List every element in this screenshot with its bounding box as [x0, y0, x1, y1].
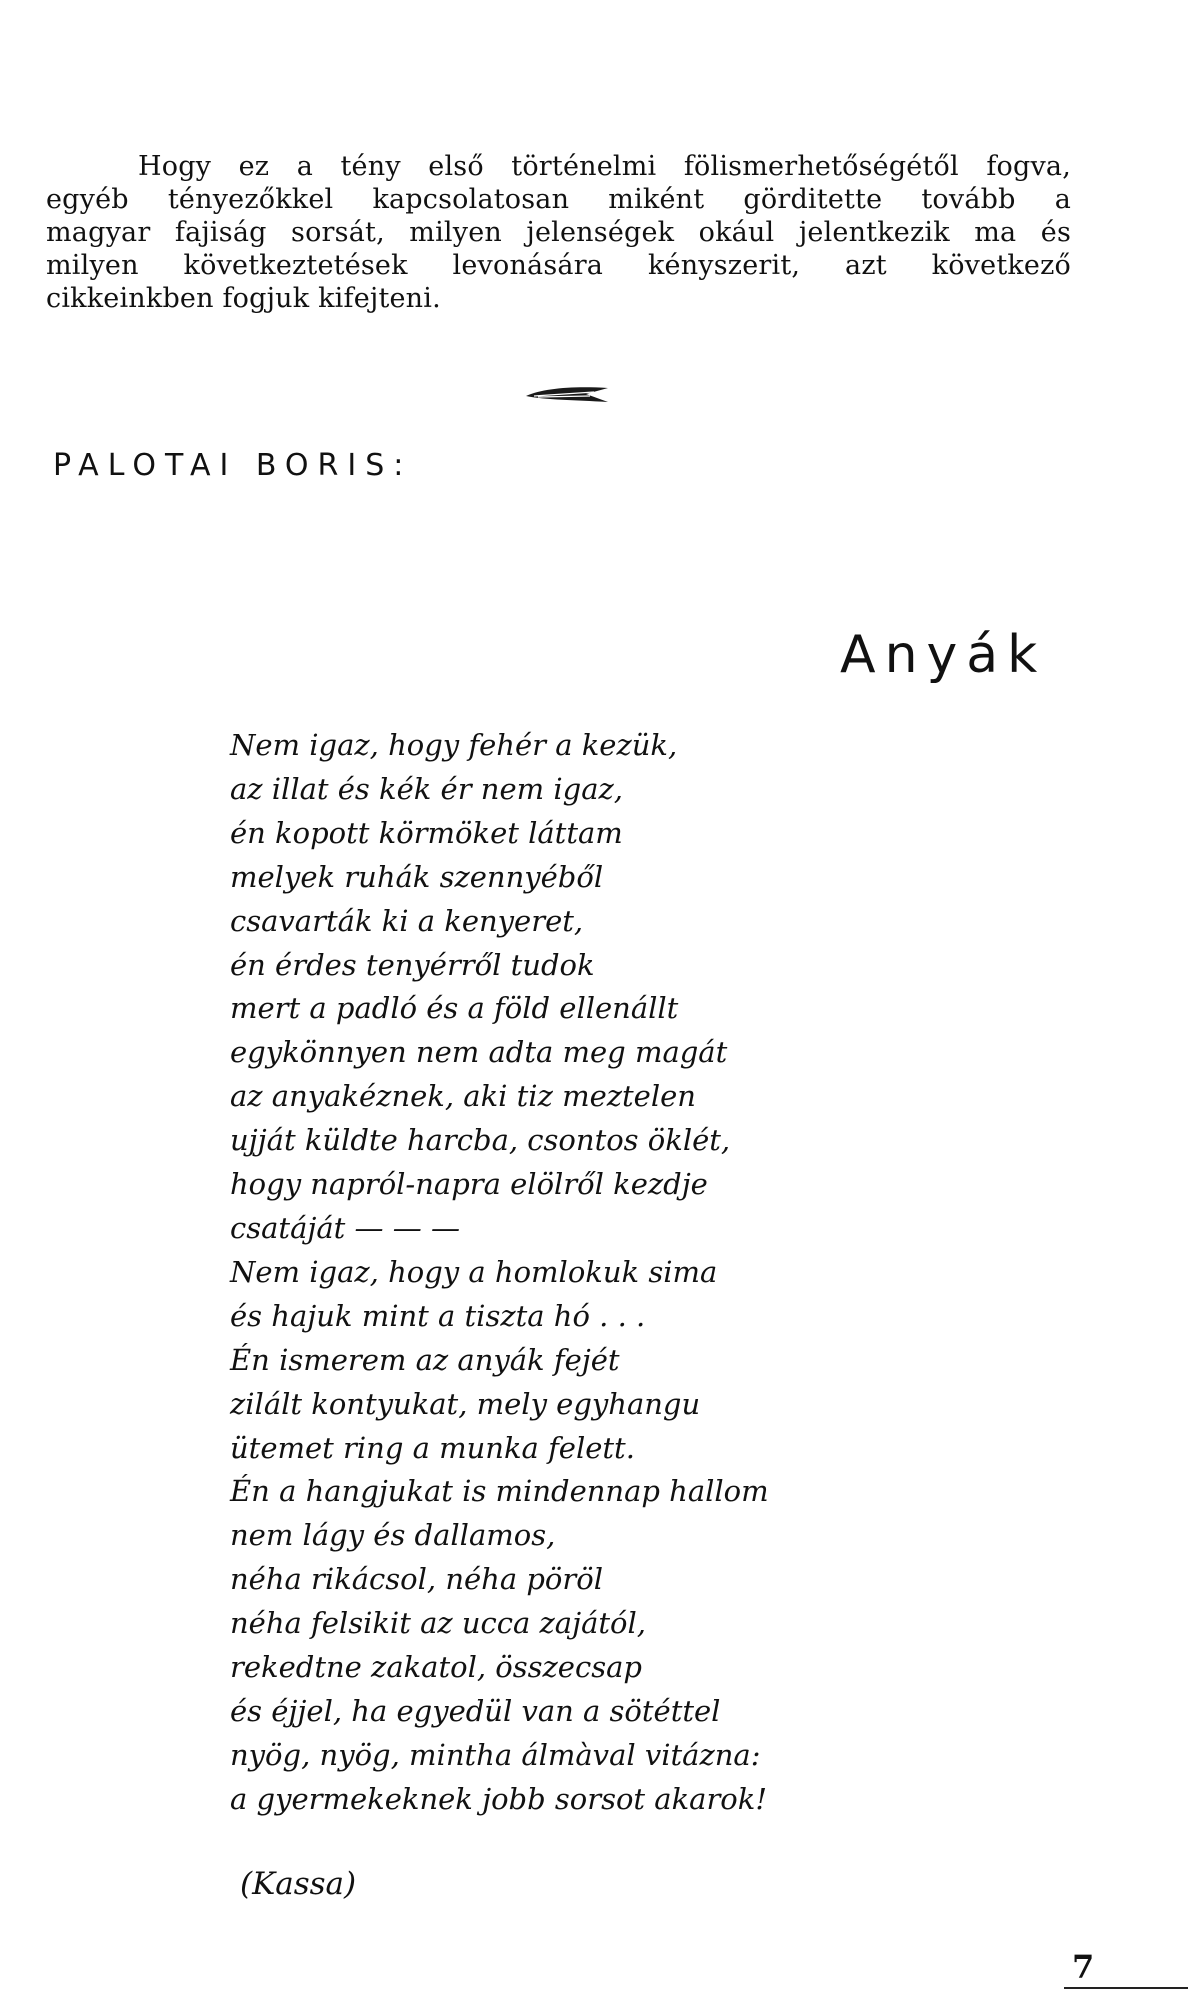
poem-verse: melyek ruhák szennyéből: [230, 859, 604, 894]
poem-verse: nyög, nyög, mintha álmàval vitázna:: [230, 1737, 761, 1772]
poem-verse: rekedtne zakatol, összecsap: [230, 1650, 642, 1685]
prose-paragraph: [46, 150, 1071, 315]
author-name: PALOTAI BORIS:: [53, 448, 413, 483]
poem-verse: Én ismerem az anyák fejét: [230, 1342, 620, 1377]
poem-verse: hogy napról-napra elölről kezdje: [230, 1167, 708, 1202]
poem-body: [230, 724, 850, 1822]
prose-line: egyéb tényezőkkel kapcsolatosan miként görditette tovább a: [46, 184, 1071, 215]
poem-verse: Nem igaz, hogy fehér a kezük,: [230, 728, 678, 762]
poem-verse: ujját küldte harcba, csontos öklét,: [230, 1123, 731, 1158]
poem-verse: csatáját — — —: [230, 1210, 460, 1245]
prose-line: milyen következtetések levonására kényszerit, azt következő: [46, 250, 1071, 281]
prose-line: magyar fajiság sorsát, milyen jelenségek okául jelentkezik ma és: [46, 217, 1071, 248]
poem-verse: néha rikácsol, néha pöröl: [230, 1562, 603, 1597]
poem-verse: én érdes tenyérről tudok: [230, 947, 595, 982]
poem-verse: a gyermekeknek jobb sorsot akarok!: [230, 1781, 767, 1816]
prose-line: Hogy ez a tény első történelmi fölismerhetőségétől fogva,: [138, 151, 1071, 182]
poem-verse: csavarták ki a kenyeret,: [230, 903, 584, 938]
prose-line: cikkeinkben fogjuk kifejteni.: [46, 283, 441, 314]
quill-ornament-icon: [524, 384, 610, 404]
poem-title: Anyák: [840, 625, 1047, 685]
page-number-rule: [1064, 1987, 1188, 1989]
poem-verse: ütemet ring a munka felett.: [230, 1430, 635, 1465]
poem-verse: az anyakéznek, aki tiz meztelen: [230, 1079, 696, 1114]
poem-verse: és éjjel, ha egyedül van a sötéttel: [230, 1693, 721, 1728]
page-number: 7: [1072, 1948, 1095, 1986]
poem-verse: zilált kontyukat, mely egyhangu: [230, 1386, 701, 1421]
poem-verse: egykönnyen nem adta meg magát: [230, 1035, 728, 1070]
poem-verse: én kopott körmöket láttam: [230, 815, 623, 850]
poem-verse: és hajuk mint a tiszta hó . . .: [230, 1298, 646, 1333]
poem-verse: Én a hangjukat is mindennap hallom: [230, 1474, 769, 1509]
poem-verse: Nem igaz, hogy a homlokuk sima: [230, 1254, 718, 1289]
poem-place: (Kassa): [240, 1866, 357, 1902]
poem-verse: az illat és kék ér nem igaz,: [230, 771, 623, 806]
poem-verse: nem lágy és dallamos,: [230, 1518, 556, 1553]
poem-verse: néha felsikit az ucca zajától,: [230, 1606, 646, 1641]
poem-verse: mert a padló és a föld ellenállt: [230, 991, 679, 1026]
